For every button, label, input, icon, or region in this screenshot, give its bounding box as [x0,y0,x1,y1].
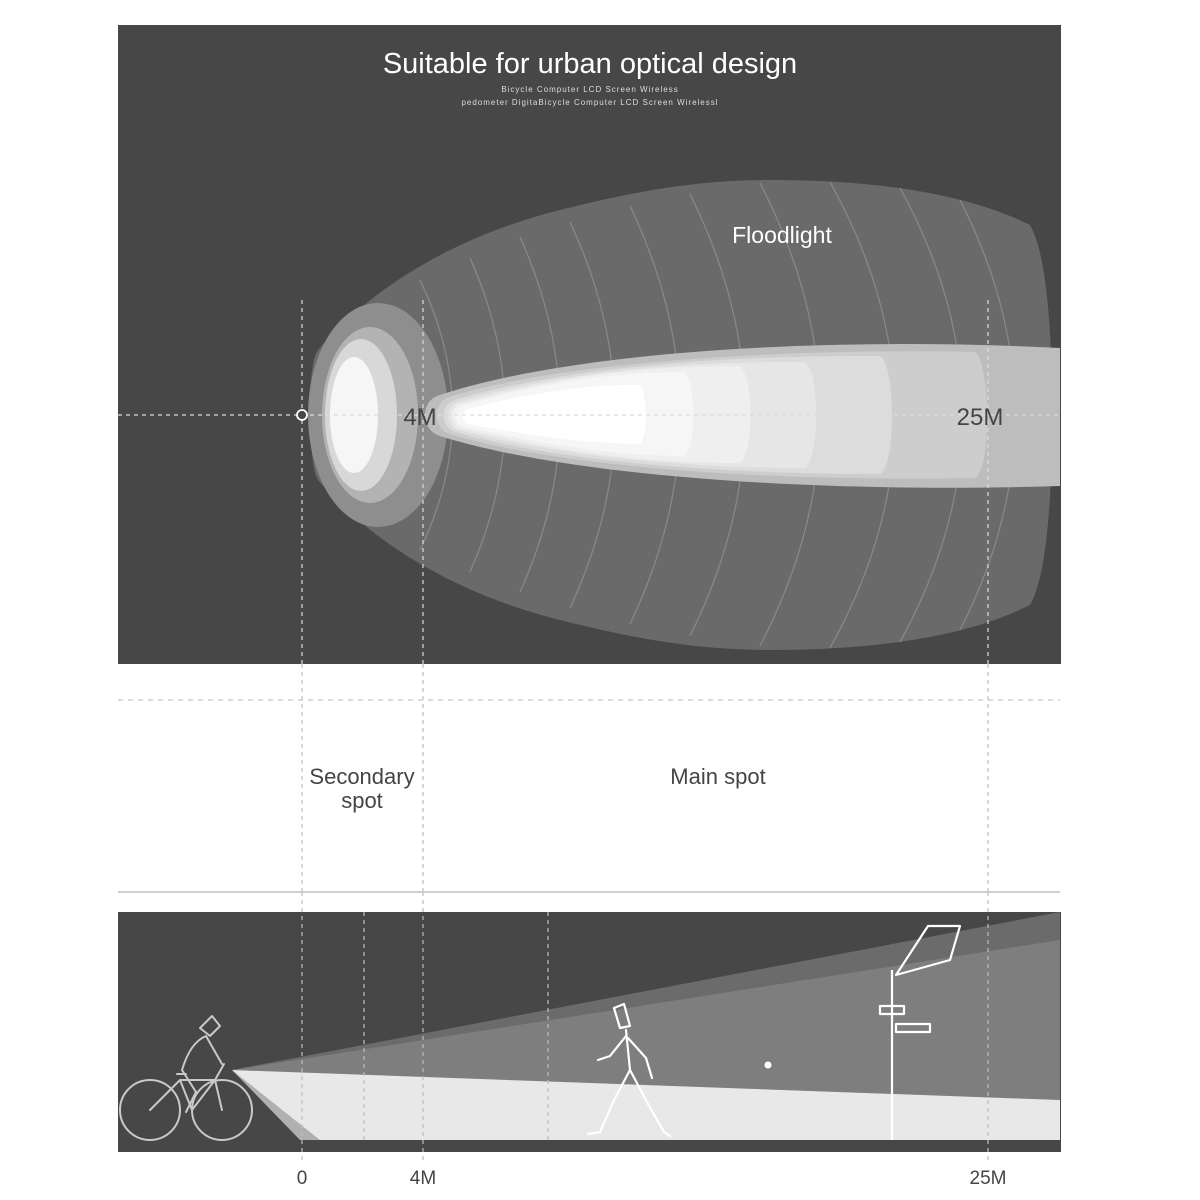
scene-axis-label-4m: 4M [409,1168,437,1189]
distance-reflector-dot [765,1062,772,1069]
floodlight-label: Floodlight [732,222,832,248]
scene-axis-label-25m: 25M [969,1168,1007,1189]
origin-marker [297,410,307,420]
main-spot-label: Main spot [670,764,766,789]
page-subtitle-line-2: pedometer DigitaBicycle Computer LCD Screen Wirelessl [461,98,719,107]
page-subtitle-line-1: Bicycle Computer LCD Screen Wireless [501,85,679,94]
secondary-spot-label-line-1: Secondary [309,764,415,789]
beam-marker-4m: 4M [403,404,437,431]
road-surface [118,1140,1061,1152]
page-title: Suitable for urban optical design [382,48,798,80]
secondary-spot-label-line-2: spot [341,788,383,813]
beam-marker-25m: 25M [956,404,1004,431]
scene-axis-label-0: 0 [296,1168,308,1189]
